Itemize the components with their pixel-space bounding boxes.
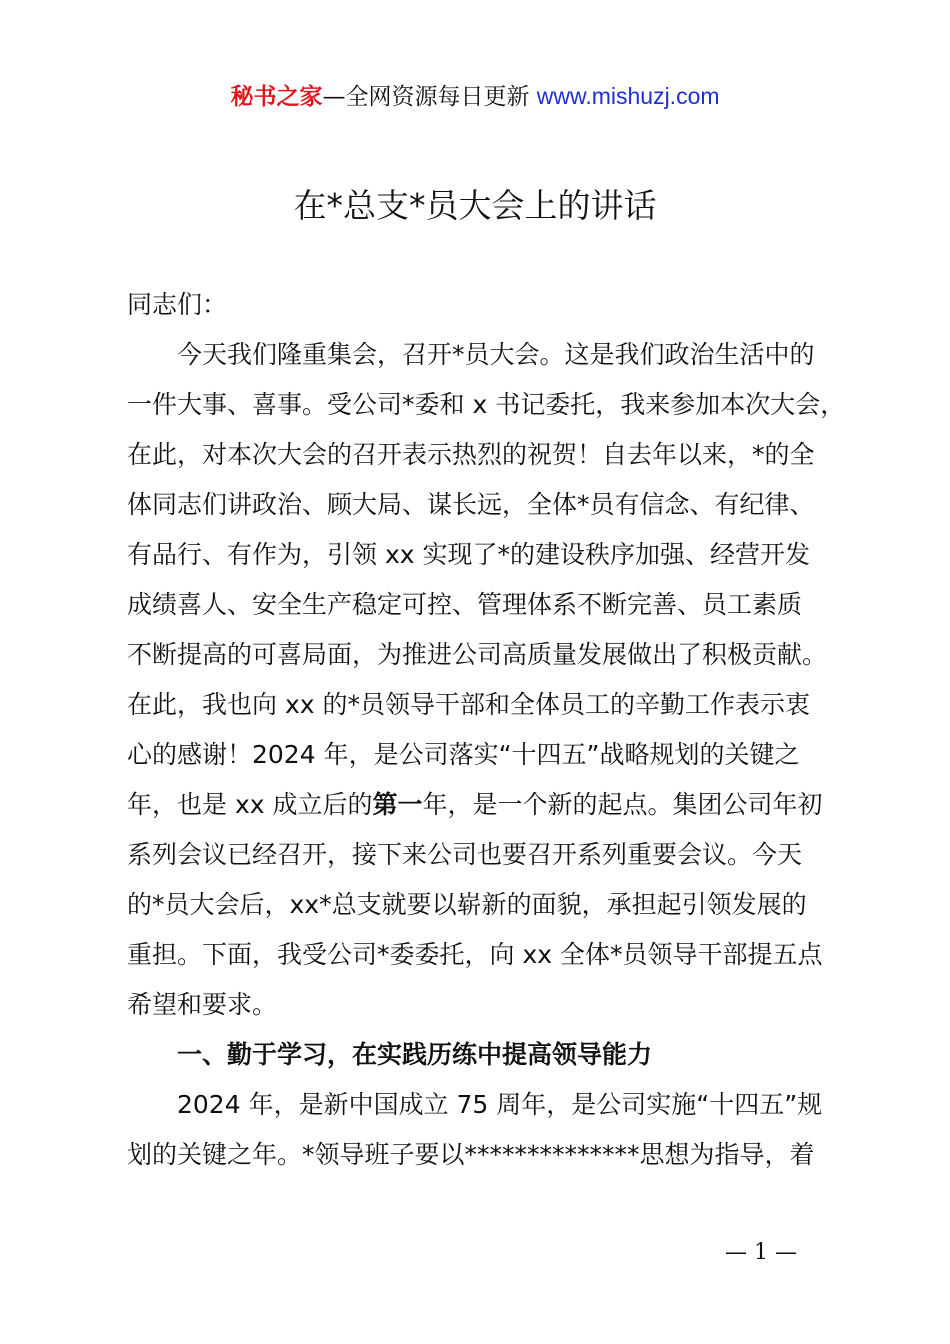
paragraph-line: 一件大事、喜事。受公司*委和 x 书记委托，我来参加本次大会， [127, 390, 846, 419]
paragraph-line [127, 780, 837, 830]
site-header [0, 80, 950, 113]
paragraph-line: 心的感谢！2024 年，是公司落实“十四五”战略规划的关键之 [127, 740, 800, 769]
paragraph-line: 成绩喜人、安全生产稳定可控、管理体系不断完善、员工素质 [127, 590, 803, 619]
text-segment: 年，是一个新的起点。集团公司年初 [422, 790, 823, 819]
paragraph-line: 不断提高的可喜局面，为推进公司高质量发展做出了积极贡献。 [127, 640, 828, 669]
paragraph-line: 有品行、有作为，引领 xx 实现了*的建设秩序加强、经营开发 [127, 540, 810, 569]
paragraph-line: 系列会议已经召开，接下来公司也要召开系列重要会议。今天 [127, 840, 803, 869]
paragraph-line: 重担。下面，我受公司*委委托，向 xx 全体*员领导干部提五点 [127, 940, 823, 969]
paragraph-line: 体同志们讲政治、顾大局、谋长远，全体*员有信念、有纪律、 [127, 490, 815, 519]
brand-name: 秘书之家 [230, 84, 323, 110]
paragraph-line: 划的关键之年。*领导班子要以**************思想为指导，着 [127, 1140, 815, 1169]
paragraph-line: 在此，对本次大会的召开表示热烈的祝贺！自去年以来，*的全 [127, 440, 815, 469]
site-url-link[interactable]: www.mishuzj.com [536, 83, 720, 109]
text-segment: 年，也是 xx 成立后的 [127, 790, 373, 819]
page-number: — 1 — [725, 1240, 797, 1265]
document-body [127, 280, 846, 1180]
document-title: 在*总支*员大会上的讲话 [293, 186, 657, 225]
site-slogan: —全网资源每日更新 [322, 84, 530, 110]
paragraph-line: 在此，我也向 xx 的*员领导干部和全体员工的辛勤工作表示衷 [127, 690, 810, 719]
paragraph-line: 希望和要求。 [127, 990, 278, 1019]
salutation: 同志们： [127, 290, 228, 319]
paragraph-line: 2024 年，是新中国成立 75 周年，是公司实施“十四五”规 [177, 1090, 823, 1119]
emphasis-text: 第一 [372, 790, 423, 819]
section-heading: 一、勤于学习，在实践历练中提高领导能力 [177, 1040, 653, 1069]
paragraph-line: 的*员大会后，xx*总支就要以崭新的面貌，承担起引领发展的 [127, 890, 807, 919]
paragraph-line: 今天我们隆重集会，召开*员大会。这是我们政治生活中的 [177, 340, 815, 369]
